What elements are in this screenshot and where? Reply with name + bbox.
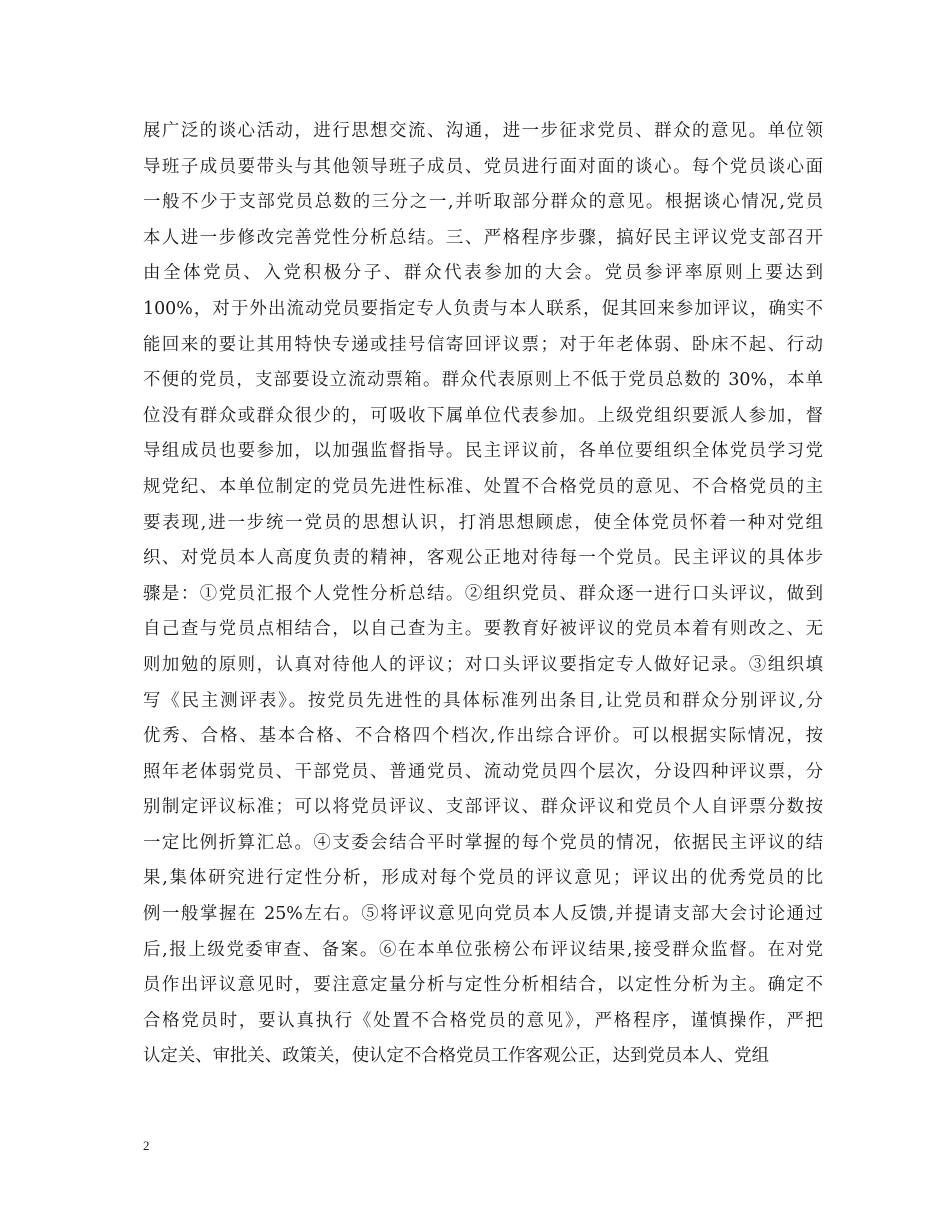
text-line: 果,集体研究进行定性分析，形成对每个党员的评议意见；评议出的优秀党员的比 [143, 868, 823, 889]
text-line: 能回来的要让其用特快专递或挂号信寄回评议票；对于年老体弱、卧床不起、行动 [143, 334, 823, 355]
text-line: 后,报上级党委审查、备案。⑥在本单位张榜公布评议结果,接受群众监督。在对党 [143, 939, 823, 960]
text-line: 本人进一步修改完善党性分析总结。三、严格程序步骤，搞好民主评议党支部召开 [143, 227, 823, 248]
text-line: 导班子成员要带头与其他领导班子成员、党员进行面对面的谈心。每个党员谈心面 [143, 156, 823, 177]
text-line: 照年老体弱党员、干部党员、普通党员、流动党员四个层次，分设四种评议票，分 [143, 761, 823, 782]
text-line: 100%，对于外出流动党员要指定专人负责与本人联系，促其回来参加评议，确实不 [143, 298, 823, 319]
text-line: 自己查与党员点相结合，以自己查为主。要教育好被评议的党员本着有则改之、无 [143, 619, 823, 640]
text-line: 合格党员时，要认真执行《处置不合格党员的意见》，严格程序，谨慎操作，严把 [143, 1010, 823, 1031]
text-line: 优秀、合格、基本合格、不合格四个档次,作出综合评价。可以根据实际情况，按 [143, 726, 823, 747]
text-line: 不便的党员，支部要设立流动票箱。群众代表原则上不低于党员总数的 30%，本单 [143, 370, 823, 391]
text-line: 骤是：①党员汇报个人党性分析总结。②组织党员、群众逐一进行口头评议，做到 [143, 583, 823, 604]
page-number: 2 [143, 1138, 150, 1153]
text-line: 员作出评议意见时，要注意定量分析与定性分析相结合，以定性分析为主。确定不 [143, 975, 823, 996]
text-line: 写《民主测评表》。按党员先进性的具体标准列出条目,让党员和群众分别评议,分 [143, 690, 823, 711]
text-line: 一般不少于支部党员总数的三分之一,并听取部分群众的意见。根据谈心情况,党员 [143, 192, 823, 213]
text-line: 展广泛的谈心活动，进行思想交流、沟通，进一步征求党员、群众的意见。单位领 [143, 121, 823, 141]
text-line: 别制定评议标准；可以将党员评议、支部评议、群众评议和党员个人自评票分数按 [143, 797, 823, 818]
body-text [143, 114, 823, 1075]
text-line: 要表现,进一步统一党员的思想认识，打消思想顾虑，使全体党员怀着一种对党组 [143, 512, 823, 533]
text-line: 例一般掌握在 25%左右。⑤将评议意见向党员本人反馈,并提请支部大会讨论通过 [143, 904, 823, 925]
text-line: 规党纪、本单位制定的党员先进性标准、处置不合格党员的意见、不合格党员的主 [143, 476, 823, 497]
text-line: 导组成员也要参加，以加强监督指导。民主评议前，各单位要组织全体党员学习党 [143, 441, 823, 462]
text-line: 织、对党员本人高度负责的精神，客观公正地对待每一个党员。民主评议的具体步 [143, 548, 823, 569]
text-line: 由全体党员、入党积极分子、群众代表参加的大会。党员参评率原则上要达到 [143, 263, 823, 284]
text-line: 认定关、审批关、政策关，使认定不合格党员工作客观公正，达到党员本人、党组 [143, 1046, 770, 1067]
text-line: 位没有群众或群众很少的，可吸收下属单位代表参加。上级党组织要派人参加，督 [143, 405, 823, 426]
text-line: 一定比例折算汇总。④支委会结合平时掌握的每个党员的情况，依据民主评议的结 [143, 832, 823, 853]
text-line: 则加勉的原则，认真对待他人的评议；对口头评议要指定专人做好记录。③组织填 [143, 654, 823, 675]
